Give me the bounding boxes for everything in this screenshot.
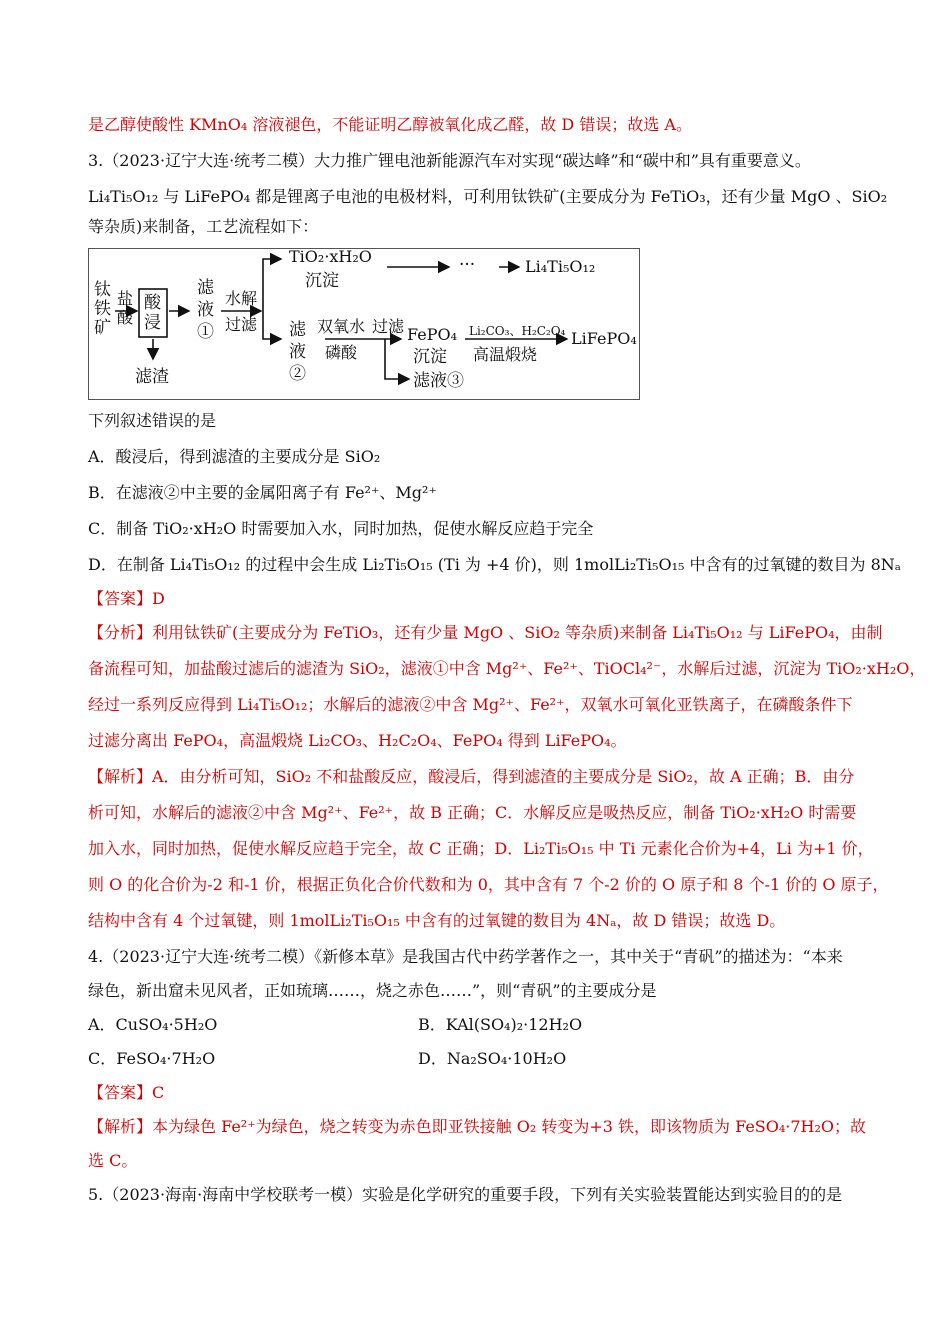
filtrate-1-label: 滤液① (197, 278, 214, 342)
q4-explanation-2: 选 C。 (88, 1151, 138, 1170)
q3-line-2: Li₄Ti₅O₁₂ 与 LiFePO₄ 都是锂离子电池的电极材料，可利用钛铁矿(主要成分为 FeTiO₃，还有少量 MgO 、SiO₂ (88, 187, 888, 206)
acid-leach-box-label: 酸浸 (144, 293, 161, 333)
process-flowchart (88, 248, 640, 400)
precipitate-1-label: 沉淀 (305, 271, 339, 291)
q3-option-b: B．在滤液②中主要的金属阳离子有 Fe²⁺、Mg²⁺ (88, 483, 437, 502)
q4-option-d: D．Na₂SO₄·10H₂O (418, 1049, 567, 1068)
q3-explanation-1: 【解析】A．由分析可知，SiO₂ 不和盐酸反应，酸浸后，得到滤渣的主要成分是 SiO₂，故 A 正确；B．由分 (88, 767, 855, 786)
q3-explanation-4: 则 O 的化合价为-2 和-1 价，根据正负化合价代数和为 0，其中含有 7 个-2 价的 O 原子和 8 个-1 价的 O 原子， (88, 875, 889, 894)
hcl-label: 盐酸 (117, 289, 134, 327)
residue-label: 滤渣 (135, 367, 169, 387)
ellipsis-label: ··· (459, 255, 476, 275)
q4-option-a: A．CuSO₄·5H₂O (88, 1015, 218, 1034)
q3-analysis-1: 【分析】利用钛铁矿(主要成分为 FeTiO₃，还有少量 MgO 、SiO₂ 等杂质)来制备 Li₄Ti₅O₁₂ 与 LiFePO₄，由制 (88, 623, 883, 642)
calcination-label: 高温煅烧 (473, 345, 538, 364)
q3-option-d: D．在制备 Li₄Ti₅O₁₂ 的过程中会生成 Li₂Ti₅O₁₅ (Ti 为 +4 价)，则 1molLi₂Ti₅O₁₅ 中含有的过氧键的数目为 8Nₐ (88, 555, 901, 574)
q4-option-b: B．KAl(SO₄)₂·12H₂O (418, 1015, 583, 1034)
tio2-hydrate-label: TiO₂·xH₂O (289, 247, 372, 266)
q4-stem: 4.（2023·辽宁大连·统考二模）《新修本草》是我国古代中药学著作之一，其中关于“青矾”的描述为：“本来 (88, 947, 843, 966)
q3-option-c: C．制备 TiO₂·xH₂O 时需要加入水，同时加热，促使水解反应趋于完全 (88, 519, 594, 538)
q3-stem: 3.（2023·辽宁大连·统考二模）大力推广锂电池新能源汽车对实现“碳达峰”和“碳中和”具有重要意义。 (88, 151, 811, 170)
precipitate-2-label: 沉淀 (413, 347, 447, 367)
lifepo4-label: LiFePO₄ (571, 329, 637, 348)
filtrate-2-label: 滤液② (289, 320, 306, 384)
q3-analysis-2: 备流程可知，加盐酸过滤后的滤渣为 SiO₂，滤液①中含 Mg²⁺、Fe²⁺、TiOCl₄²⁻，水解后过滤，沉淀为 TiO₂·xH₂O， (88, 659, 926, 678)
q4-option-c: C．FeSO₄·7H₂O (88, 1049, 216, 1068)
q3-analysis-3: 经过一系列反应得到 Li₄Ti₅O₁₂；水解后的滤液②中含 Mg²⁺、Fe²⁺，双氧水可氧化亚铁离子，在磷酸条件下 (88, 695, 853, 714)
q3-question: 下列叙述错误的是 (88, 411, 217, 430)
q3-explanation-3: 加入水，同时加热，促使水解反应趋于完全，故 C 正确；D．Li₂Ti₅O₁₅ 中 Ti 元素化合价为+4，Li 为+1 价， (88, 839, 874, 858)
q3-option-a: A．酸浸后，得到滤渣的主要成分是 SiO₂ (88, 447, 381, 466)
phosphoric-acid-label: 磷酸 (325, 343, 358, 362)
q2-tail-line: 是乙醇使酸性 KMnO₄ 溶液褪色，不能证明乙醇被氧化成乙醛，故 D 错误；故选 A。 (88, 115, 692, 134)
q4-answer: 【答案】C (88, 1083, 165, 1102)
q3-line-3: 等杂质)来制备，工艺流程如下： (88, 217, 319, 236)
q3-explanation-5: 结构中含有 4 个过氧键，则 1molLi₂Ti₅O₁₅ 中含有的过氧键的数目为 4Nₐ，故 D 错误；故选 D。 (88, 911, 786, 930)
filter-1-label: 过滤 (225, 315, 258, 334)
fepo4-label: FePO₄ (407, 325, 457, 344)
q3-explanation-2: 析可知，水解后的滤液②中含 Mg²⁺、Fe²⁺，故 B 正确；C．水解反应是吸热反应，制备 TiO₂·xH₂O 时需要 (88, 803, 857, 822)
calcination-reagents-label: Li₂CO₃、H₂C₂O₄ (469, 324, 566, 338)
q4-line-2: 绿色，新出窟未见风者，正如琉璃……，烧之赤色……”，则“青矾”的主要成分是 (88, 981, 657, 1000)
filtrate-3-label: 滤液③ (413, 371, 464, 391)
q4-explanation-1: 【解析】本为绿色 Fe²⁺为绿色，烧之转变为赤色即亚铁接触 O₂ 转变为+3 铁，即该物质为 FeSO₄·7H₂O；故 (88, 1117, 867, 1136)
h2o2-label: 双氧水 (317, 317, 366, 336)
li4ti5o12-label: Li₄Ti₅O₁₂ (525, 257, 596, 276)
hydrolysis-label: 水解 (225, 289, 258, 308)
q3-answer: 【答案】D (88, 589, 165, 608)
q3-analysis-4: 过滤分离出 FePO₄，高温煅烧 Li₂CO₃、H₂C₂O₄、FePO₄ 得到 LiFePO₄。 (88, 731, 627, 750)
q5-stem: 5.（2023·海南·海南中学校联考一模）实验是化学研究的重要手段，下列有关实验装置能达到实验目的的是 (88, 1185, 843, 1204)
ore-label: 钛铁矿 (94, 280, 111, 338)
filter-2-label: 过滤 (372, 317, 405, 336)
